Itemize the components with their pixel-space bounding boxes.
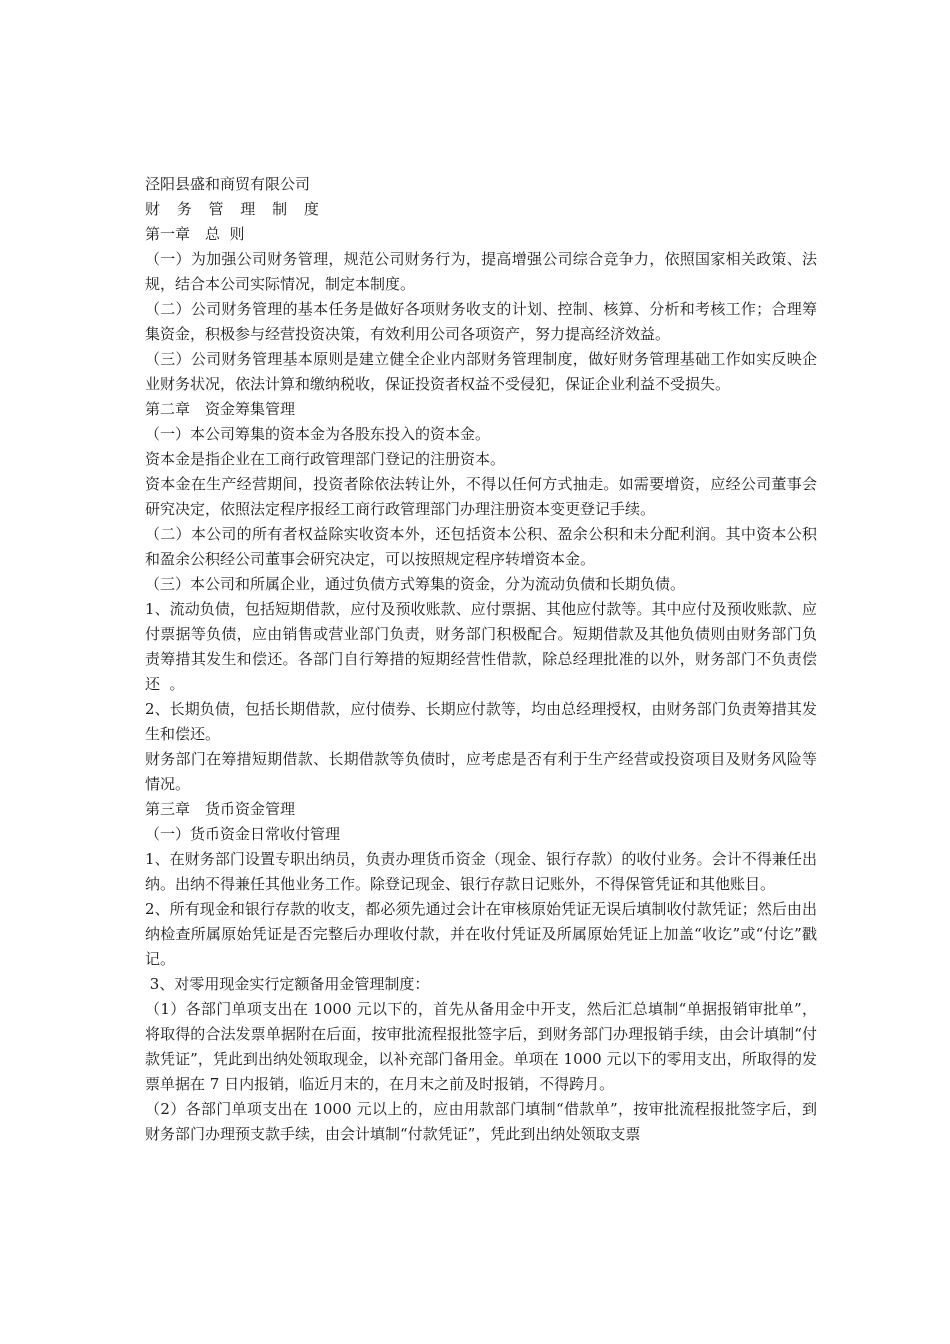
chapter-3-heading: 第三章 货币资金管理 bbox=[145, 800, 296, 818]
paragraph: （1）各部门单项支出在 1000 元以下的，首先从备用金中开支，然后汇总填制“单据报销审批单”，将取得的合法发票单据附在后面，按审批流程报批签字后，到财务部门办理报销手续，由会计填制“付款凭证”，凭此到出纳处领取现金，以补充部门备用金。单项在 1000 元以下的零用支出，所取得的发票单据在 7 日内报销，临近月末的，在月末之前及时报销，不得跨月。 bbox=[145, 1000, 817, 1093]
paragraph: （三）本公司和所属企业，通过负债方式筹集的资金，分为流动负债和长期负债。 bbox=[145, 575, 686, 593]
paragraph: 1、流动负债，包括短期借款，应付及预收账款、应付票据、其他应付款等。其中应付及预收账款、应付票据等负债，应由销售或营业部门负责，财务部门积极配合。短期借款及其他负债则由财务部门负责筹措其发生和偿还。各部门自行筹措的短期经营性借款，除总经理批准的以外，财务部门不负责偿还 。 bbox=[145, 600, 817, 693]
paragraph: 2、长期负债，包括长期借款，应付债券、长期应付款等，均由总经理授权，由财务部门负责筹措其发生和偿还。 bbox=[145, 700, 817, 743]
paragraph: （三）公司财务管理基本原则是建立健全企业内部财务管理制度，做好财务管理基础工作如实反映企业财务状况，依法计算和缴纳税收，保证投资者权益不受侵犯，保证企业利益不受损失。 bbox=[145, 350, 817, 393]
paragraph: 资本金是指企业在工商行政管理部门登记的注册资本。 bbox=[145, 450, 506, 468]
paragraph: 资本金在生产经营期间，投资者除依法转让外，不得以任何方式抽走。如需要增资，应经公司董事会研究决定，依照法定程序报经工商行政管理部门办理注册资本变更登记手续。 bbox=[145, 475, 817, 518]
paragraph: 财务部门在筹措短期借款、长期借款等负债时，应考虑是否有利于生产经营或投资项目及财务风险等情况。 bbox=[145, 750, 817, 793]
document-title: 财 务 管 理 制 度 bbox=[145, 200, 325, 218]
document-body bbox=[145, 172, 817, 1147]
paragraph: （2）各部门单项支出在 1000 元以上的，应由用款部门填制“借款单”，按审批流程报批签字后，到财务部门办理预支款手续，由会计填制“付款凭证”，凭此到出纳处领取支票 bbox=[145, 1100, 817, 1143]
paragraph: （二）本公司的所有者权益除实收资本外，还包括资本公积、盈余公积和未分配利润。其中资本公积和盈余公积经公司董事会研究决定，可以按照规定程序转增资本金。 bbox=[145, 525, 817, 568]
paragraph: 1、在财务部门设置专职出纳员，负责办理货币资金（现金、银行存款）的收付业务。会计不得兼任出纳。出纳不得兼任其他业务工作。除登记现金、银行存款日记账外，不得保管凭证和其他账目。 bbox=[145, 850, 817, 893]
paragraph: （一）本公司筹集的资本金为各股东投入的资本金。 bbox=[145, 425, 491, 443]
chapter-1-heading: 第一章 总 则 bbox=[145, 225, 245, 243]
paragraph: （一）为加强公司财务管理，规范公司财务行为，提高增强公司综合竞争力，依照国家相关政策、法规，结合本公司实际情况，制定本制度。 bbox=[145, 250, 817, 293]
company-name: 泾阳县盛和商贸有限公司 bbox=[145, 175, 311, 193]
paragraph: 3、对零用现金实行定额备用金管理制度： bbox=[145, 975, 430, 993]
chapter-2-heading: 第二章 资金筹集管理 bbox=[145, 400, 296, 418]
section-heading: （一）货币资金日常收付管理 bbox=[145, 825, 341, 843]
paragraph: （二）公司财务管理的基本任务是做好各项财务收支的计划、控制、核算、分析和考核工作；合理筹集资金，积极参与经营投资决策，有效利用公司各项资产，努力提高经济效益。 bbox=[145, 300, 817, 343]
paragraph: 2、所有现金和银行存款的收支，都必须先通过会计在审核原始凭证无误后填制收付款凭证；然后由出纳检查所属原始凭证是否完整后办理收付款，并在收付凭证及所属原始凭证上加盖“收讫”或“付讫”戳记。 bbox=[145, 900, 817, 968]
